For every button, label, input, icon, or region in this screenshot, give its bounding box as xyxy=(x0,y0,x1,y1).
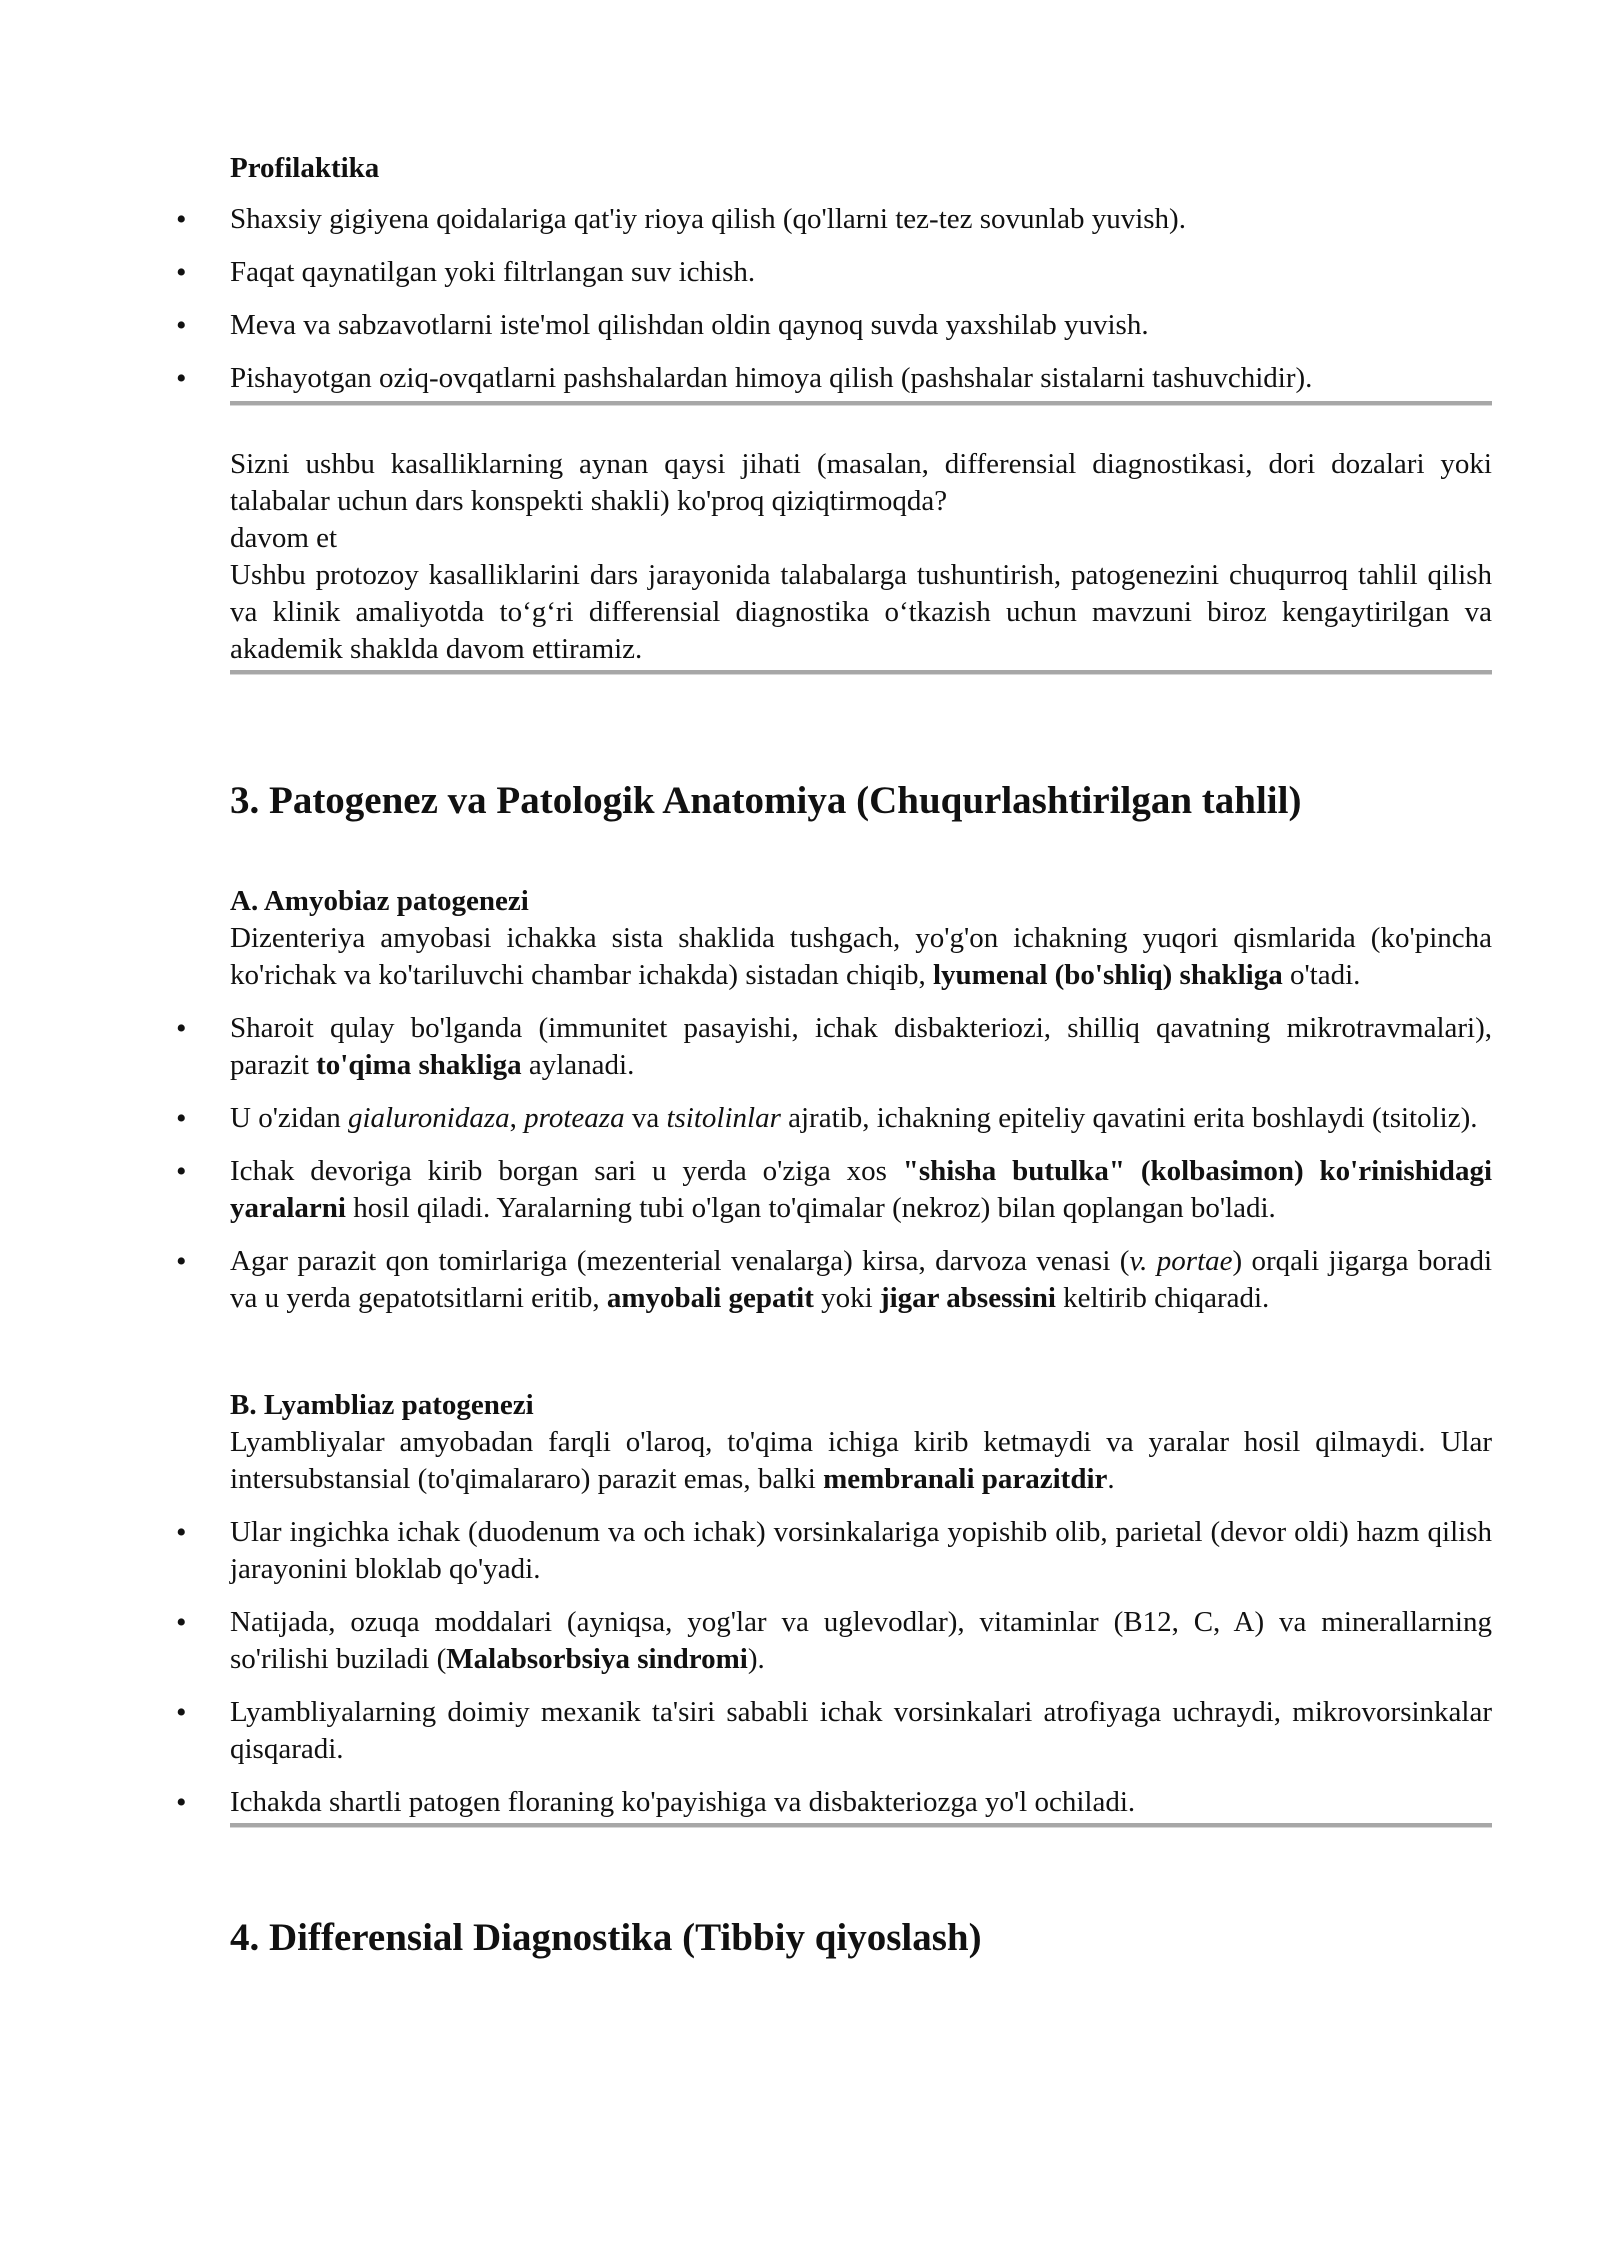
bold-term: membranali parazitdir xyxy=(823,1463,1108,1495)
text-run: Natijada, ozuqa moddalari (ayniqsa, yog'lar va uglevodlar), vitaminlar (B12, C, A) va minerallarning so'rilishi buziladi ( xyxy=(230,1606,1492,1675)
list-item: • Ichakda shartli patogen floraning ko'payishiga va disbakteriozga yo'l ochiladi. xyxy=(230,1784,1492,1821)
list-item: • Shaxsiy gigiyena qoidalariga qat'iy rioya qilish (qo'llarni tez-tez sovunlab yuvish). xyxy=(230,201,1492,238)
bold-term: Malabsorbsiya sindromi xyxy=(446,1643,748,1675)
profilaktika-list xyxy=(230,201,1492,397)
text-run: ). xyxy=(747,1643,765,1675)
bold-term: to'qima shakliga xyxy=(316,1049,522,1081)
text-run: hosil qiladi. Yaralarning tubi o'lgan to'qimalar (nekroz) bilan qoplangan bo'ladi. xyxy=(346,1192,1276,1224)
profilaktika-title: Profilaktika xyxy=(230,152,380,184)
section-heading: 4. Differensial Diagnostika (Tibbiy qiyoslash) xyxy=(230,1916,982,1959)
document-content xyxy=(230,150,1492,1962)
assistant-continuation: Ushbu protozoy kasalliklarini dars jarayonida talabalarga tushuntirish, patogenezini chuqurroq tahlil qilish va klinik amaliyotda to‘g‘ri differensial diagnostika o‘tkazish uchun mavzuni biroz kengaytirilgan va akademik shaklda davom ettiramiz. xyxy=(230,559,1492,665)
text-run: Dizenteriya amyobasi ichakka sista shaklida tushgach, yo'g'on ichakning yuqori qismlarida (ko'pincha ko'richak va ko'tariluvchi chambar ichakda) sistadan chiqib, xyxy=(230,922,1492,991)
text-run: ) orqali jigarga boradi va u yerda gepatotsitlarni eritib, xyxy=(230,1245,1492,1314)
list-item: • Lyambliyalarning doimiy mexanik ta'siri sababli ichak vorsinkalari atrofiyaga uchraydi, mikrovorsinkalar qisqaradi. xyxy=(230,1694,1492,1768)
italic-term: proteaza xyxy=(524,1102,625,1134)
bold-term: lyumenal (bo'shliq) shakliga xyxy=(932,959,1283,991)
subsection-title: A. Amyobiaz patogenezi xyxy=(230,885,529,917)
horizontal-rule xyxy=(230,401,1492,406)
text-run: va xyxy=(624,1102,667,1134)
paragraph xyxy=(230,920,1492,994)
text-run: . xyxy=(1107,1463,1115,1495)
lyambliaz-list xyxy=(230,1514,1492,1821)
horizontal-rule xyxy=(230,1823,1492,1828)
bold-term: "shisha butulka" (kolbasimon) ko'rinishidagi yaralarni xyxy=(230,1155,1492,1224)
user-reply: davom et xyxy=(230,522,338,554)
text-run: o'tadi. xyxy=(1282,959,1361,991)
list-item xyxy=(230,1010,1492,1084)
horizontal-rule xyxy=(230,670,1492,675)
text-run: Sharoit qulay bo'lganda (immunitet pasayishi, ichak disbakteriozi, shilliq qavatning mikrotravmalari), parazit xyxy=(230,1012,1492,1081)
list-item xyxy=(230,1153,1492,1227)
amyobiaz-list xyxy=(230,1010,1492,1317)
assistant-question: Sizni ushbu kasalliklarning aynan qaysi jihati (masalan, differensial diagnostikasi, dori dozalari yoki talabalar uchun dars konspekti shakli) ko'proq qiziqtirmoqda? xyxy=(230,448,1492,517)
text-run: Ichak devoriga kirib borgan sari u yerda o'ziga xos xyxy=(230,1155,903,1187)
list-item: • Faqat qaynatilgan yoki filtrlangan suv ichish. xyxy=(230,254,1492,291)
paragraph xyxy=(230,1424,1492,1498)
text-run: , xyxy=(509,1102,525,1134)
italic-term: v. portae xyxy=(1129,1245,1233,1277)
list-item xyxy=(230,1243,1492,1317)
bold-term: amyobali gepatit xyxy=(606,1282,814,1314)
text-run: aylanadi. xyxy=(521,1049,635,1081)
text-run: keltirib chiqaradi. xyxy=(1055,1282,1270,1314)
text-run: ajratib, ichakning epiteliy qavatini erita boshlaydi (tsitoliz). xyxy=(780,1102,1478,1134)
list-item: • Ular ingichka ichak (duodenum va och ichak) vorsinkalariga yopishib olib, parietal (devor oldi) hazm qilish jarayonini bloklab qo'yadi. xyxy=(230,1514,1492,1588)
italic-term: tsitolinlar xyxy=(666,1102,781,1134)
subsection-title: B. Lyambliaz patogenezi xyxy=(230,1389,534,1421)
section-heading: 3. Patogenez va Patologik Anatomiya (Chuqurlashtirilgan tahlil) xyxy=(230,779,1302,822)
text-run: yoki xyxy=(813,1282,880,1314)
italic-term: gialuronidaza xyxy=(347,1102,510,1134)
list-item: • Meva va sabzavotlarni iste'mol qilishdan oldin qaynoq suvda yaxshilab yuvish. xyxy=(230,307,1492,344)
list-item: • Pishayotgan oziq-ovqatlarni pashshalardan himoya qilish (pashshalar sistalarni tashuvchidir). xyxy=(230,360,1492,397)
bold-term: jigar absessini xyxy=(879,1282,1056,1314)
list-item xyxy=(230,1604,1492,1678)
text-run: Lyambliyalar amyobadan farqli o'laroq, to'qima ichiga kirib ketmaydi va yaralar hosil qilmaydi. Ular intersubstansial (to'qimalararo) parazit emas, balki xyxy=(230,1426,1492,1495)
text-run: U o'zidan xyxy=(230,1102,348,1134)
text-run: Agar parazit qon tomirlariga (mezenterial venalarga) kirsa, darvoza venasi ( xyxy=(230,1245,1130,1277)
list-item xyxy=(230,1100,1492,1137)
